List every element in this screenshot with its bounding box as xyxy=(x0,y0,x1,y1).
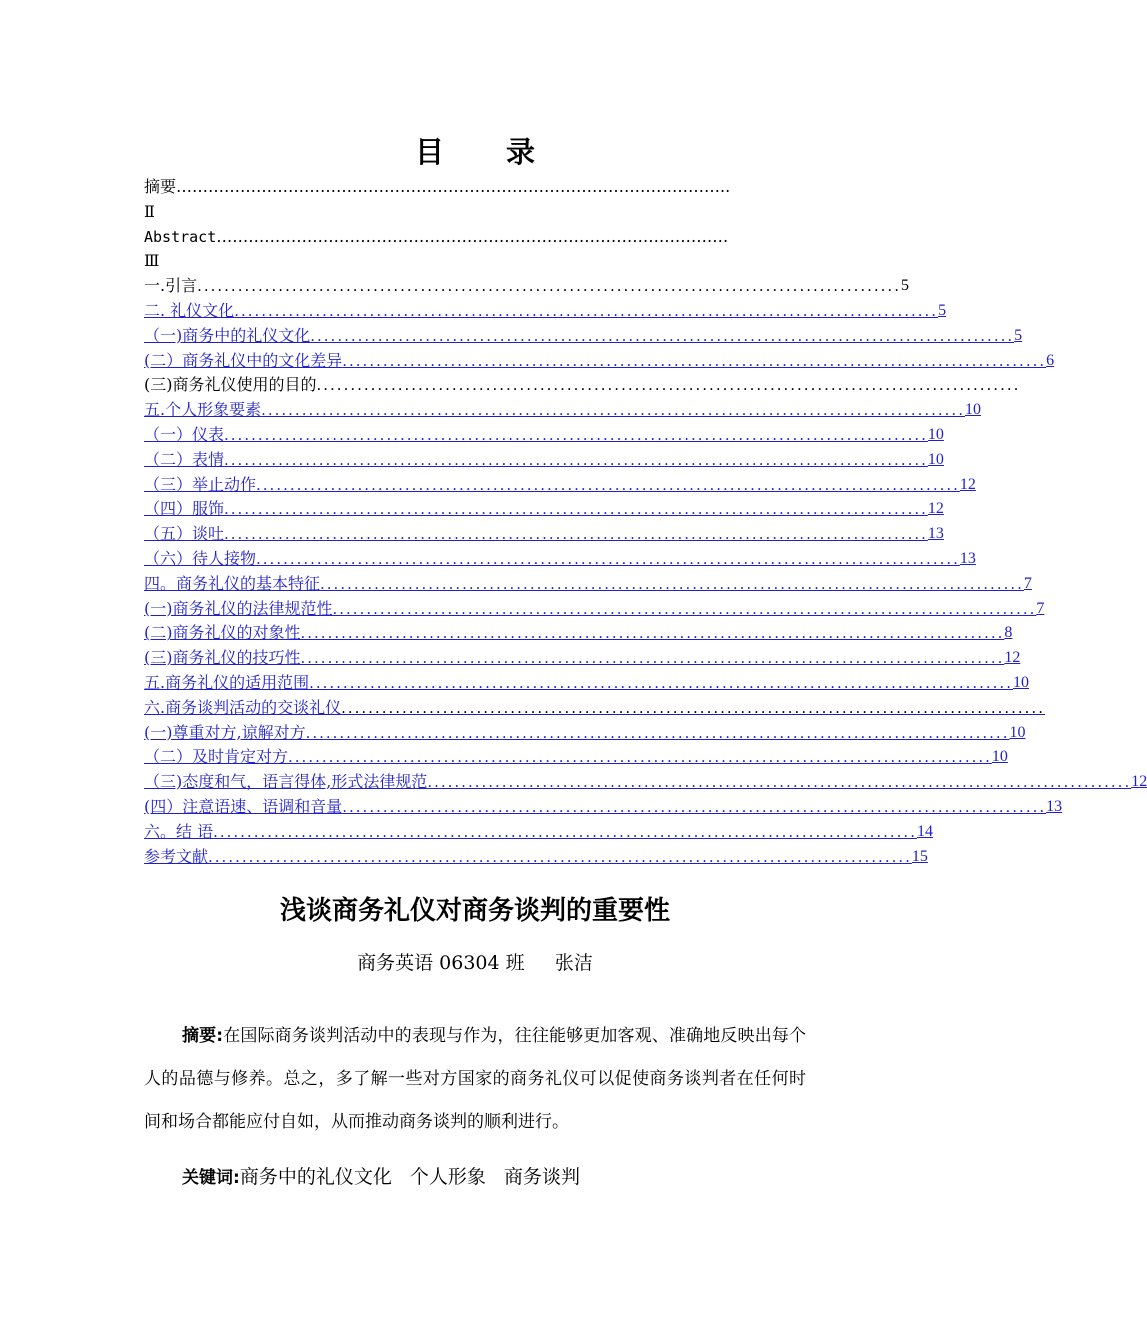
toc-entry[interactable] xyxy=(144,398,981,423)
toc-page-number: 12 xyxy=(1131,773,1147,791)
toc-leader-dots xyxy=(155,200,806,225)
toc-page-number: 10 xyxy=(1012,673,1029,691)
toc-entry xyxy=(144,373,1021,398)
toc-entry-label: Abstract xyxy=(144,227,217,246)
toc-page-number: 14 xyxy=(916,822,933,840)
toc-entry xyxy=(144,175,806,200)
toc-entry-label: (三)商务礼仪使用的目的 xyxy=(144,375,317,395)
toc-page-number: 5 xyxy=(1014,326,1023,344)
toc-entry[interactable] xyxy=(144,299,947,324)
toc-entry[interactable] xyxy=(144,770,1147,795)
keywords-label: 关键词: xyxy=(182,1168,240,1188)
toc-leader-dots xyxy=(159,249,806,274)
toc-leader-dots: ........................................................................................................ xyxy=(427,773,1132,792)
toc-entry[interactable] xyxy=(144,423,944,448)
toc-leader-dots: ........................................................................................................ xyxy=(213,822,917,841)
toc-page-number: 13 xyxy=(959,549,976,567)
toc-entry-label: (二)商务礼仪的对象性 xyxy=(144,623,301,643)
toc-entry[interactable] xyxy=(144,745,1008,770)
toc-leader-dots: ........................................................................................................ xyxy=(320,574,1024,593)
toc-leader-dots: ........................................................................................................ xyxy=(305,723,1010,742)
toc-entry-label: (二）商务礼仪中的文化差异 xyxy=(144,350,343,370)
toc-entry[interactable] xyxy=(144,448,944,473)
toc-leader-dots: …………………………………………………………………………………… xyxy=(216,226,729,246)
toc-entry-label: 六。结 语 xyxy=(144,821,214,841)
toc-leader-dots: ........................................................................................................ xyxy=(256,549,960,568)
toc-entry-label: （六）待人接物 xyxy=(144,548,257,568)
toc-entry-label: (三)商务礼仪的技巧性 xyxy=(144,648,301,668)
table-of-contents xyxy=(144,175,1147,869)
toc-entry-label: （二）表情 xyxy=(144,449,225,469)
toc-entry-label: （三)态度和气，语言得体,形式法律规范 xyxy=(144,772,428,792)
toc-entry-label: 五.商务礼仪的适用范围 xyxy=(144,672,310,692)
toc-entry-label: (四）注意语速、语调和音量 xyxy=(144,796,343,816)
toc-entry xyxy=(144,249,806,274)
keywords-line xyxy=(182,1162,580,1189)
toc-entry-label: （四）服饰 xyxy=(144,499,225,519)
toc-page-number: 12 xyxy=(1004,649,1021,667)
toc-entry[interactable] xyxy=(144,795,1063,820)
toc-entry-label: 一.引言 xyxy=(144,276,198,296)
toc-entry xyxy=(144,274,909,299)
toc-entry[interactable] xyxy=(144,572,1032,597)
toc-entry[interactable] xyxy=(144,324,1023,349)
toc-page-number: 10 xyxy=(964,401,981,419)
toc-entry[interactable] xyxy=(144,349,1055,374)
toc-leader-dots: ........................................................................................................ xyxy=(309,673,1013,692)
toc-entry[interactable] xyxy=(144,597,1045,622)
toc-page-number: 13 xyxy=(927,525,944,543)
toc-entry[interactable] xyxy=(144,646,1021,671)
toc-page-number: 7 xyxy=(1036,599,1045,617)
toc-leader-dots: ........................................................................................................ xyxy=(197,277,901,296)
toc-entry-label: 参考文献 xyxy=(144,846,209,866)
toc-leader-dots: ........................................................................................................ xyxy=(224,450,928,469)
toc-entry-label: （五）谈吐 xyxy=(144,524,225,544)
toc-leader-dots: ........................................................................................................ xyxy=(208,847,912,866)
toc-leader-dots: ........................................................................................................ xyxy=(224,500,928,519)
toc-entry[interactable] xyxy=(144,845,928,870)
toc-page-number: 10 xyxy=(927,450,944,468)
abstract-label: 摘要: xyxy=(182,1026,224,1046)
toc-page-number: 12 xyxy=(927,500,944,518)
toc-entry-label: （一)商务中的礼仪文化 xyxy=(144,325,311,345)
toc-leader-dots: ........................................................................................................ xyxy=(224,425,928,444)
toc-entry[interactable] xyxy=(144,473,976,498)
toc-entry-label: Ⅱ xyxy=(144,201,155,221)
toc-leader-dots: ........................................................................................................ xyxy=(300,649,1005,668)
toc-leader-dots: ........................................................................................................ xyxy=(341,698,1045,717)
toc-entry[interactable] xyxy=(144,621,1013,646)
toc-entry[interactable] xyxy=(144,820,933,845)
toc-page-number: 10 xyxy=(991,748,1008,766)
toc-entry-label: （一）仪表 xyxy=(144,424,225,444)
article-title: 浅谈商务礼仪对商务谈判的重要性 xyxy=(279,896,670,926)
toc-entry xyxy=(144,225,806,250)
toc-entry[interactable] xyxy=(144,721,1026,746)
toc-leader-dots: ........................................................................................................ xyxy=(234,301,939,320)
toc-title: 目 录 xyxy=(414,135,562,169)
toc-leader-dots: ........................................................................................................ xyxy=(310,326,1015,345)
toc-leader-dots: ………………………………………………………………………………………….. xyxy=(176,177,731,196)
toc-entry[interactable] xyxy=(144,522,944,547)
toc-entry-label: （二）及时肯定对方 xyxy=(144,747,289,767)
toc-leader-dots: ........................................................................................................ xyxy=(332,599,1037,618)
toc-page-number: 10 xyxy=(927,425,944,443)
toc-leader-dots: ........................................................................................................ xyxy=(288,748,992,767)
toc-entry[interactable] xyxy=(144,547,976,572)
toc-leader-dots: ........................................................................................................ xyxy=(342,797,1047,816)
toc-entry xyxy=(144,200,806,225)
toc-leader-dots: ........................................................................................................ xyxy=(224,525,928,544)
abstract-paragraph xyxy=(144,1015,806,1144)
toc-leader-dots: ........................................................................................................ xyxy=(300,624,1005,643)
toc-entry-label: （三）举止动作 xyxy=(144,474,257,494)
toc-page-number: 13 xyxy=(1046,797,1063,815)
toc-page-number: 8 xyxy=(1004,624,1013,642)
toc-page-number: 12 xyxy=(959,475,976,493)
toc-entry-label: 摘要 xyxy=(144,177,177,196)
toc-entry[interactable] xyxy=(144,696,1045,721)
abstract-text: 在国际商务谈判活动中的表现与作为，往往能够更加客观、准确地反映出每个人的品德与修养。总之，多了解一些对方国家的商务礼仪可以促使商务谈判者在任何时间和场合都能应付自如，从而推动商务谈判的顺利进行。 xyxy=(144,1026,806,1132)
toc-leader-dots: ........................................................................................................ xyxy=(256,475,960,494)
toc-entry-label: (一)商务礼仪的法律规范性 xyxy=(144,598,333,618)
toc-entry-label: 五.个人形象要素 xyxy=(144,400,262,420)
toc-leader-dots: ........................................................................................................ xyxy=(316,376,1021,395)
keywords-text: 商务中的礼仪文化 个人形象 商务谈判 xyxy=(239,1166,581,1188)
toc-entry-label: 二. 礼仪文化 xyxy=(144,300,235,320)
toc-leader-dots: ........................................................................................................ xyxy=(261,401,965,420)
toc-entry-label: 四。商务礼仪的基本特征 xyxy=(144,573,321,593)
toc-entry-label: 六.商务谈判活动的交谈礼仪 xyxy=(144,697,342,717)
toc-page-number: 15 xyxy=(911,847,928,865)
toc-page-number: 5 xyxy=(938,301,947,319)
toc-entry-label: (一)尊重对方,谅解对方 xyxy=(144,722,306,742)
toc-page-number: 5 xyxy=(900,277,909,295)
toc-entry[interactable] xyxy=(144,497,944,522)
toc-entry[interactable] xyxy=(144,671,1029,696)
toc-page-number: 10 xyxy=(1009,723,1026,741)
toc-leader-dots: ........................................................................................................ xyxy=(342,351,1047,370)
toc-page-number: 7 xyxy=(1023,574,1032,592)
toc-entry-label: Ⅲ xyxy=(144,251,160,271)
byline: 商务英语 06304 班 张洁 xyxy=(357,952,593,974)
toc-page-number: 6 xyxy=(1046,351,1055,369)
